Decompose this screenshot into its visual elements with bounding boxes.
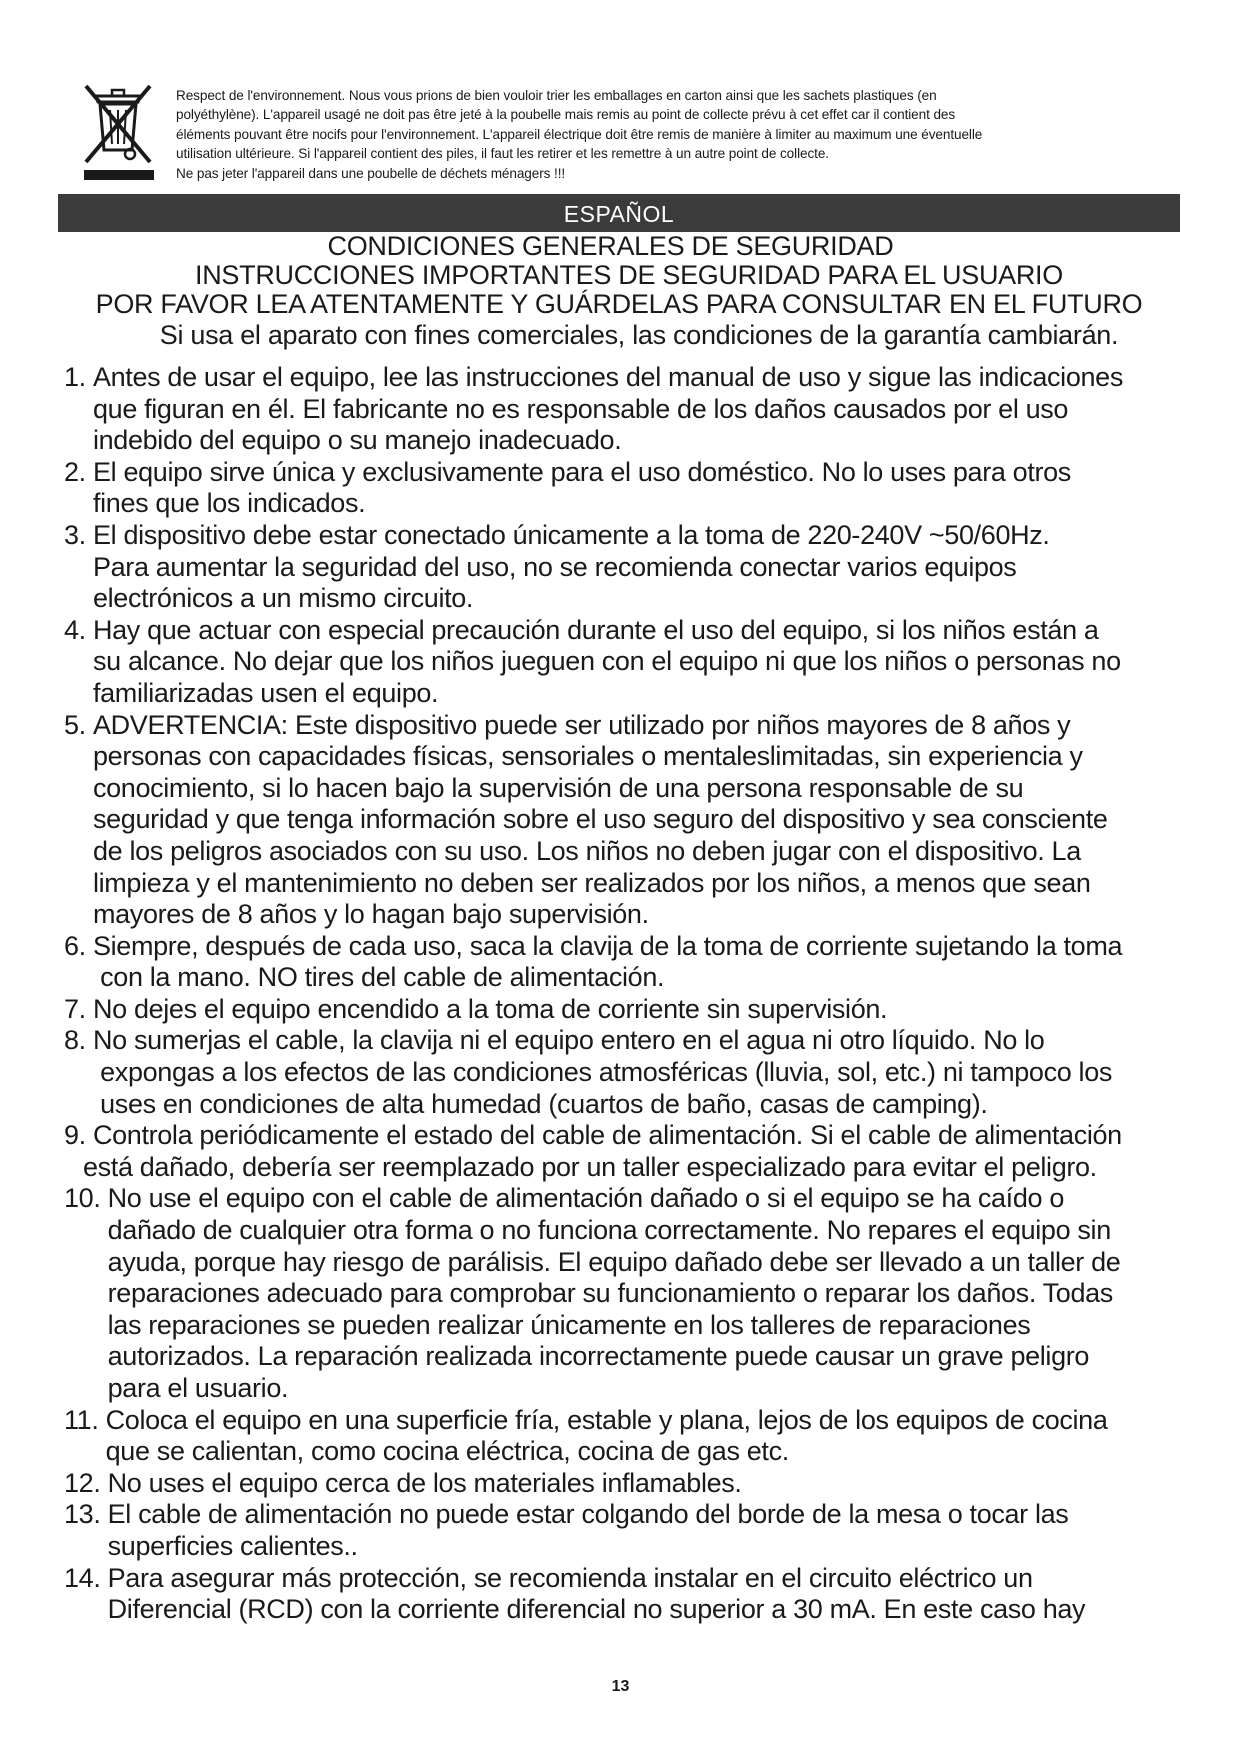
item-line: No use el equipo con el cable de alimentación dañado o si el equipo se ha caído o	[107, 1183, 1064, 1214]
list-item	[64, 1468, 1184, 1500]
commercial-use-note: Si usa el aparato con fines comerciales, las condiciones de la garantía cambiarán.	[159, 320, 1119, 350]
item-line: Para aumentar la seguridad del uso, no se recomienda conectar varios equipos	[92, 551, 1017, 582]
item-text	[108, 1183, 1184, 1404]
item-line: su alcance. No dejar que los niños jueguen con el equipo ni que los niños o personas no	[92, 646, 1121, 677]
environment-notice-line: utilisation ultérieure. Si l'appareil contient des piles, il faut les retirer et les remettre à un autre point de collecte.	[176, 146, 829, 162]
item-text	[93, 615, 1184, 710]
item-text	[93, 1025, 1184, 1120]
item-line: superficies calientes..	[107, 1530, 358, 1561]
environment-notice-line: polyéthylène). L'appareil usagé ne doit pas être jeté à la poubelle mais remis au point de collecte prévu à cet effet car il contient des	[176, 107, 956, 123]
item-text	[93, 457, 1184, 520]
item-line: personas con capacidades físicas, sensoriales o mentaleslimitadas, sin experiencia y	[92, 741, 1083, 772]
item-line: que figuran en él. El fabricante no es responsable de los daños causados por el uso	[92, 393, 1069, 424]
item-line: El cable de alimentación no puede estar colgando del borde de la mesa o tocar las	[107, 1499, 1069, 1530]
item-number: 6.	[64, 930, 93, 961]
item-line: Coloca el equipo en una superficie fría, estable y plana, lejos de los equipos de cocina	[105, 1404, 1108, 1435]
item-number: 10.	[64, 1183, 108, 1214]
list-item	[64, 931, 1184, 994]
item-line: de los peligros asociados con su uso. Los niños no deben jugar con el dispositivo. La	[92, 835, 1081, 866]
item-text	[93, 362, 1184, 457]
item-number: 5.	[64, 709, 93, 740]
item-line: con la mano. NO tires del cable de alimentación.	[92, 962, 665, 993]
item-line: autorizados. La reparación realizada incorrectamente puede causar un grave peligro	[107, 1341, 1090, 1372]
list-item	[64, 1405, 1184, 1468]
environment-notice-line: Respect de l'environnement. Nous vous prions de bien vouloir trier les emballages en carton ainsi que les sachets plastiques (en	[176, 88, 937, 103]
item-line: ayuda, porque hay riesgo de parálisis. El equipo dañado debe ser llevado a un taller de	[107, 1246, 1121, 1277]
environment-notice	[80, 82, 1180, 190]
page-number: 13	[611, 1678, 630, 1695]
item-line: uses en condiciones de alta humedad (cuartos de baño, casas de camping).	[92, 1088, 988, 1119]
item-line: las reparaciones se pueden realizar únicamente en los talleres de reparaciones	[107, 1309, 1031, 1340]
item-number: 8.	[64, 1025, 93, 1056]
item-number: 1.	[64, 362, 93, 392]
list-item	[64, 615, 1184, 710]
item-number: 13.	[64, 1499, 108, 1530]
item-line: seguridad y que tenga información sobre el uso seguro del dispositivo y sea consciente	[92, 804, 1108, 835]
list-item	[64, 1563, 1184, 1626]
item-text	[108, 1563, 1184, 1626]
list-item	[64, 457, 1184, 520]
item-line: Controla periódicamente el estado del cable de alimentación. Si el cable de alimentación	[92, 1120, 1122, 1151]
item-line: El equipo sirve única y exclusivamente para el uso doméstico. No lo uses para otros	[92, 456, 1071, 487]
safety-headings	[58, 232, 1180, 351]
item-line: No sumerjas el cable, la clavija ni el equipo entero en el agua ni otro líquido. No lo	[92, 1025, 1045, 1056]
item-line: ADVERTENCIA: Este dispositivo puede ser utilizado por niños mayores de 8 años y	[92, 709, 1071, 740]
item-line: fines que los indicados.	[92, 488, 366, 519]
item-line: Antes de usar el equipo, lee las instrucciones del manual de uso y sigue las indicaciones	[92, 362, 1123, 392]
item-line: No dejes el equipo encendido a la toma de corriente sin supervisión.	[92, 993, 888, 1024]
safety-instruction: POR FAVOR LEA ATENTAMENTE Y GUÁRDELAS PARA CONSULTAR EN EL FUTURO	[95, 289, 1143, 319]
item-line: electrónicos a un mismo circuito.	[92, 583, 474, 614]
item-number: 7.	[64, 993, 93, 1024]
list-item	[64, 1183, 1184, 1404]
crossed-out-wheelie-bin-icon	[80, 82, 158, 182]
item-line: para el usuario.	[107, 1373, 289, 1403]
environment-notice-text	[176, 86, 1186, 183]
item-line: familiarizadas usen el equipo.	[92, 677, 439, 708]
item-line: está dañado, debería ser reemplazado por un taller especializado para evitar el peligro.	[82, 1151, 1097, 1182]
list-item	[64, 1025, 1184, 1120]
environment-notice-line: Ne pas jeter l'appareil dans une poubelle de déchets ménagers !!!	[176, 165, 566, 181]
list-item	[64, 1120, 1184, 1183]
item-text	[93, 994, 1184, 1026]
item-line: conocimiento, si lo hacen bajo la supervisión de una persona responsable de su	[92, 772, 1024, 803]
safety-instructions-list	[64, 362, 1184, 1626]
item-text	[108, 1468, 1184, 1500]
item-number: 4.	[64, 614, 93, 645]
language-section-bar: ESPAÑOL	[58, 194, 1180, 232]
environment-notice-line: éléments pouvant être nocifs pour l'environnement. L'appareil électrique doit être remis de manière à limiter au maximum une éventuelle	[176, 126, 983, 142]
item-line: Para asegurar más protección, se recomienda instalar en el circuito eléctrico un	[107, 1562, 1033, 1593]
item-line: que se calientan, como cocina eléctrica, cocina de gas etc.	[105, 1436, 789, 1467]
safety-title: CONDICIONES GENERALES DE SEGURIDAD	[327, 231, 894, 261]
item-text	[93, 520, 1184, 615]
item-line: dañado de cualquier otra forma o no funciona correctamente. No repares el equipo sin	[107, 1215, 1111, 1246]
item-line: reparaciones adecuado para comprobar su funcionamiento o reparar los daños. Todas	[107, 1278, 1113, 1309]
item-number: 3.	[64, 519, 93, 550]
list-item	[64, 1499, 1184, 1562]
item-text	[108, 1499, 1184, 1562]
list-item	[64, 994, 1184, 1026]
item-line: Diferencial (RCD) con la corriente diferencial no superior a 30 mA. En este caso hay	[107, 1594, 1086, 1625]
item-line: Siempre, después de cada uso, saca la clavija de la toma de corriente sujetando la toma	[92, 930, 1123, 961]
item-line: limpieza y el mantenimiento no deben ser realizados por los niños, a menos que sean	[92, 867, 1091, 898]
item-number: 12.	[64, 1467, 108, 1498]
item-number: 9.	[64, 1120, 93, 1151]
item-line: Hay que actuar con especial precaución durante el uso del equipo, si los niños están a	[92, 614, 1099, 645]
item-line: mayores de 8 años y lo hagan bajo supervisión.	[92, 899, 649, 930]
item-line: indebido del equipo o su manejo inadecuado.	[92, 425, 622, 456]
item-line: expongas a los efectos de las condiciones atmosféricas (lluvia, sol, etc.) ni tampoco los	[92, 1057, 1113, 1088]
safety-subtitle: INSTRUCCIONES IMPORTANTES DE SEGURIDAD PARA EL USUARIO	[195, 260, 1063, 290]
item-text	[106, 1405, 1184, 1468]
item-number: 11.	[64, 1404, 106, 1435]
item-number: 14.	[64, 1562, 108, 1593]
item-line: El dispositivo debe estar conectado únicamente a la toma de 220-240V ~50/60Hz.	[92, 519, 1050, 550]
list-item	[64, 710, 1184, 931]
item-text	[93, 710, 1184, 931]
list-item	[64, 362, 1184, 457]
item-text	[82, 1120, 1184, 1183]
item-line: No uses el equipo cerca de los materiales inflamables.	[107, 1467, 742, 1498]
item-text	[93, 931, 1184, 994]
list-item	[64, 520, 1184, 615]
item-number: 2.	[64, 456, 93, 487]
